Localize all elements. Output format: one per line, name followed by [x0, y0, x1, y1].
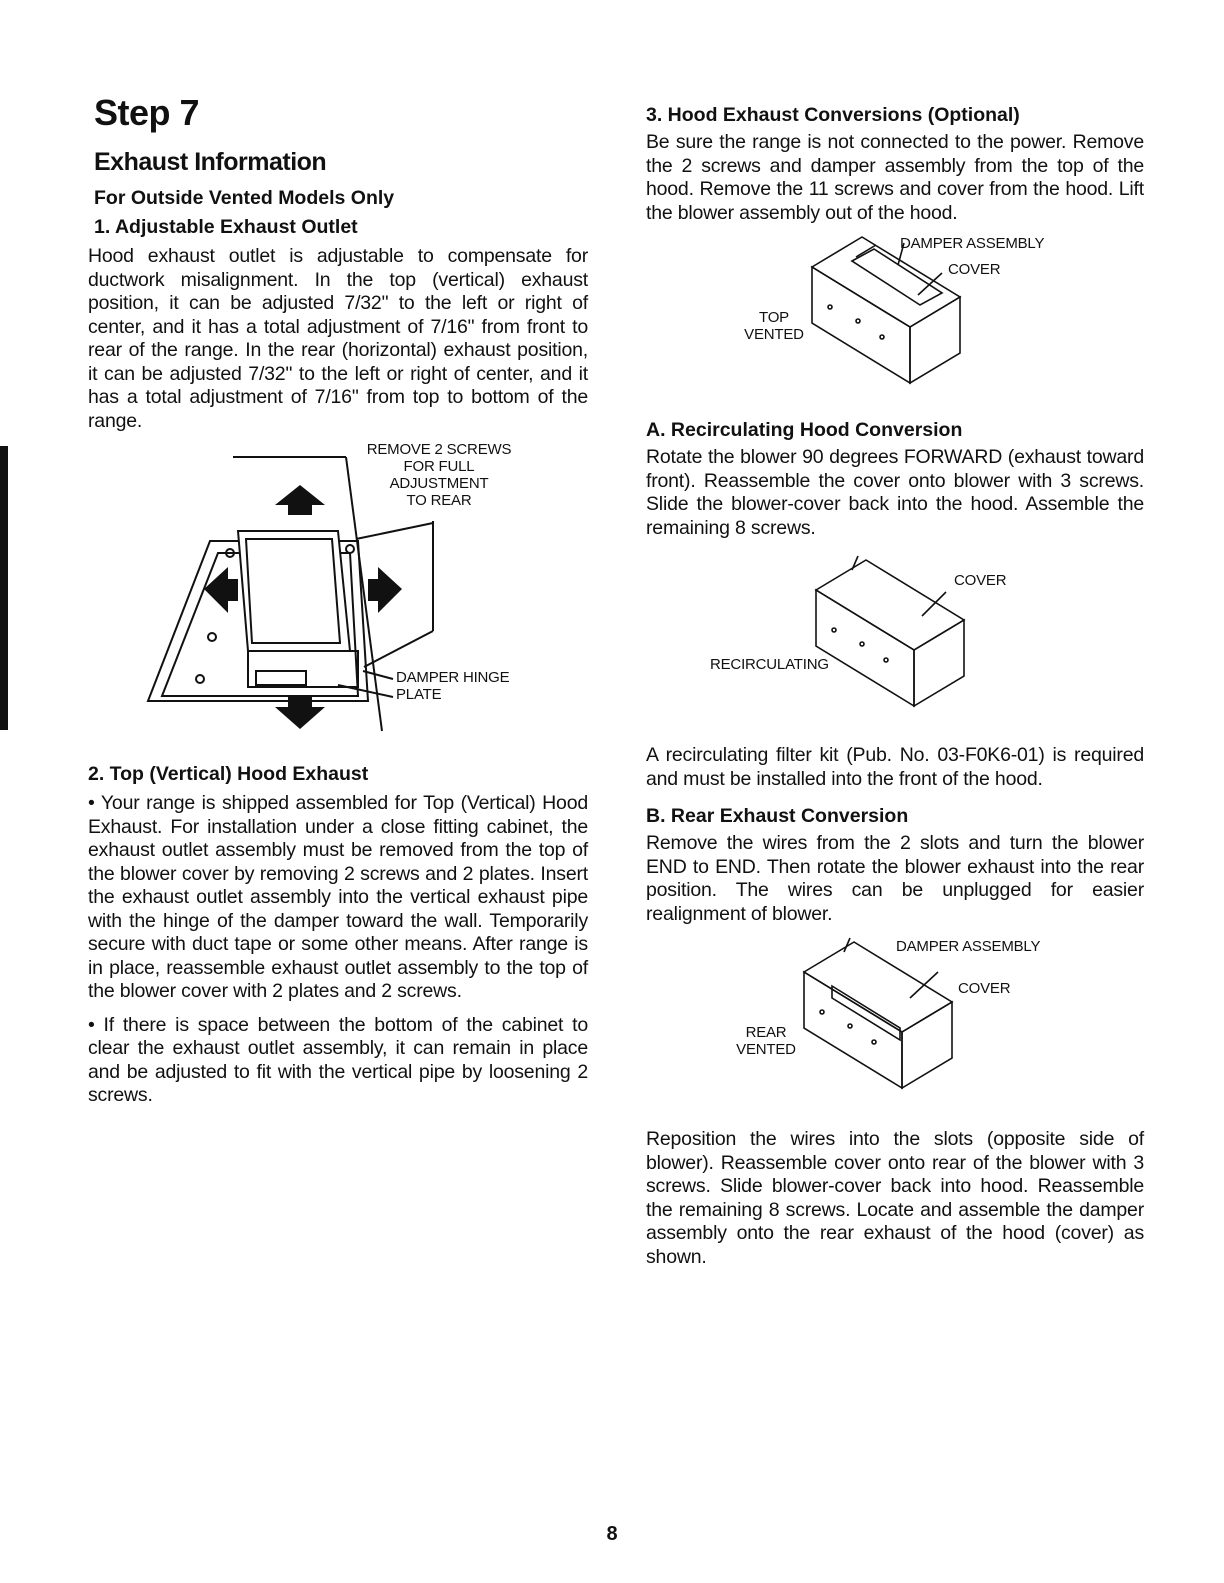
sec1-heading: 1. Adjustable Exhaust Outlet: [94, 216, 358, 238]
rear-vented-line2: VENTED: [736, 1041, 796, 1058]
top-vented-figure: [646, 237, 1144, 413]
sec3-body: Be sure the range is not connected to the power. Remove the 2 screws and damper assembly from the top of the hood. Remove the 11 screws and cover from the hood. Lift the blower assembly out of the hood.: [646, 131, 1144, 224]
binding-edge-mark: [0, 446, 8, 730]
step-title: Step 7: [94, 92, 200, 133]
secA-body: Rotate the blower 90 degrees FORWARD (exhaust toward front). Reassemble the cover onto blower with 3 screws. Slide the blower-cover back into the hood. Assemble the remaining 8 screws.: [646, 446, 1144, 539]
recirculating-drawing: [646, 560, 1144, 736]
rear-vented-label: [726, 1024, 806, 1058]
top-vented-line1: TOP: [759, 309, 789, 326]
sec1-body: Hood exhaust outlet is adjustable to compensate for ductwork misalignment. In the top (vertical) exhaust position, it can be adjusted 7/32" to the left or right of center, and it has a total adjustment of 7/16" from front to rear of the range. In the rear (horizontal) exhaust position, it can be adjusted 7/32" to the left or right of center, and it has a total adjustment of 7/16" from top to bottom of the range.: [88, 245, 588, 432]
sec2-bullet2: • If there is space between the bottom of the cabinet to clear the exhaust outlet assembly, it can remain in place and be adjusted to fit with the vertical pipe by loosening 2 screws.: [88, 1013, 588, 1106]
top-vented-drawing: [646, 237, 1144, 413]
top-vented-label: [734, 309, 814, 343]
section-title: Exhaust Information: [94, 148, 327, 176]
secB-heading: B. Rear Exhaust Conversion: [646, 805, 909, 827]
sec2-bullet1: • Your range is shipped assembled for Top (Vertical) Hood Exhaust. For installation under a close fitting cabinet, the exhaust outlet assembly must be removed from the top of the blower cover by removing 2 screws and 2 plates. Insert the exhaust outlet assembly into the vertical exhaust pipe with the hinge of the damper toward the wall. Temporarily secure with duct tape or some other means. After range is in place, reassemble exhaust outlet assembly to the top of the blower cover with 2 plates and 2 screws.: [88, 792, 588, 1002]
damper-hinge-label: [396, 669, 586, 703]
page-number: 8: [606, 1523, 618, 1545]
recirc-cover-label: COVER: [954, 572, 1007, 589]
remove-screws-label: [354, 441, 524, 509]
left-column: [88, 92, 588, 1108]
damper-hinge-line2: PLATE: [396, 686, 442, 703]
recirculating-label: RECIRCULATING: [710, 656, 829, 673]
secA-note: A recirculating filter kit (Pub. No. 03-F0K6-01) is required and must be installed into the front of the hood.: [646, 744, 1144, 790]
subtitle: For Outside Vented Models Only: [94, 187, 395, 209]
secA-heading: A. Recirculating Hood Conversion: [646, 419, 963, 441]
exhaust-outlet-figure: [88, 441, 588, 757]
rear-cover-label: COVER: [958, 980, 1011, 997]
damper-hinge-line1: DAMPER HINGE: [396, 669, 510, 686]
rear-vented-figure: [646, 938, 1144, 1118]
sec2-heading: 2. Top (Vertical) Hood Exhaust: [88, 763, 369, 785]
top-vented-line2: VENTED: [744, 326, 804, 343]
remove-screws-line3: ADJUSTMENT: [389, 475, 489, 492]
remove-screws-line1: REMOVE 2 SCREWS: [366, 441, 512, 458]
secB-body2: Reposition the wires into the slots (opposite side of blower). Reassemble cover onto rear of the blower with 3 screws. Slide blower-cover back into hood. Reassemble the remaining 8 screws. Locate and assemble the damper assembly onto the rear exhaust of the hood (cover) as shown.: [646, 1128, 1144, 1268]
rear-damper-label: DAMPER ASSEMBLY: [896, 938, 1041, 955]
top-damper-label: DAMPER ASSEMBLY: [900, 235, 1045, 252]
sec3-heading: 3. Hood Exhaust Conversions (Optional): [646, 104, 1020, 126]
top-cover-label: COVER: [948, 261, 1001, 278]
remove-screws-line2: FOR FULL: [403, 458, 475, 475]
rear-vented-line1: REAR: [745, 1024, 787, 1041]
rear-vented-drawing: [646, 942, 1144, 1118]
secB-body: Remove the wires from the 2 slots and turn the blower END to END. Then rotate the blower exhaust into the rear position. The wires can be unplugged for easier realignment of blower.: [646, 832, 1144, 925]
recirculating-figure: [646, 560, 1144, 736]
remove-screws-line4: TO REAR: [406, 492, 472, 509]
right-column: [646, 104, 1144, 1269]
